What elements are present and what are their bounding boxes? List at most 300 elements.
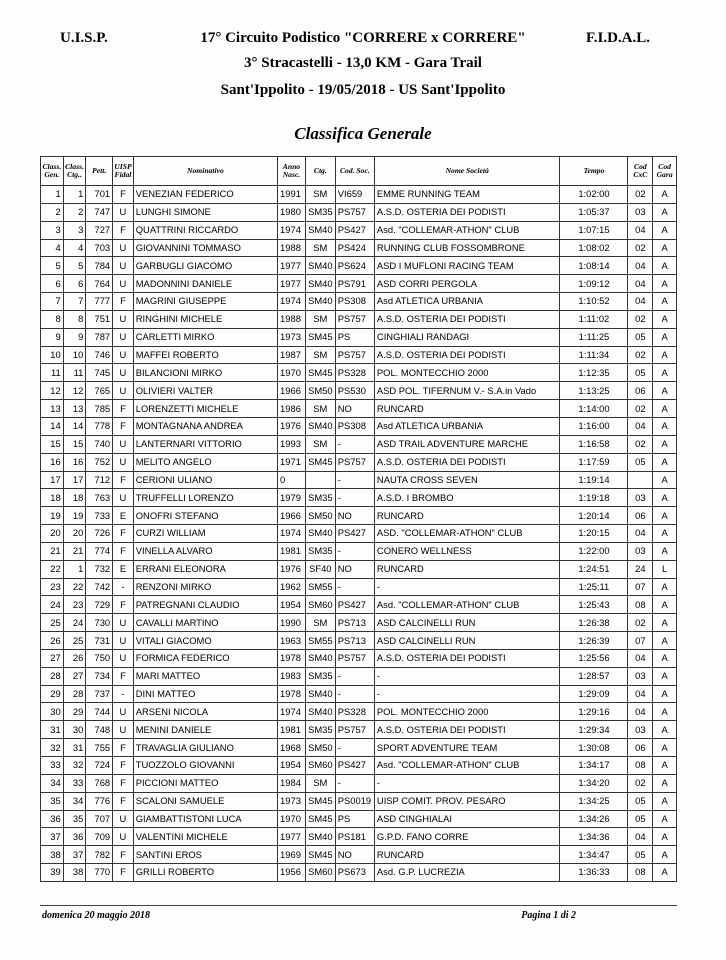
table-cell: SF40 [305, 560, 335, 578]
table-cell: 06 [628, 382, 653, 400]
table-cell: NO [335, 400, 374, 418]
table-cell: U [113, 614, 134, 632]
table-cell: - [335, 489, 374, 507]
table-cell: 25 [41, 614, 64, 632]
column-header: Ctg. [305, 157, 335, 186]
table-cell: PS757 [335, 453, 374, 471]
table-cell: 04 [628, 293, 653, 311]
table-cell: 1:34:36 [560, 828, 628, 846]
table-cell: 1973 [278, 328, 306, 346]
table-cell: 1993 [278, 435, 306, 453]
table-cell: 712 [86, 471, 113, 489]
table-cell: 1954 [278, 596, 306, 614]
table-cell: VI659 [335, 186, 374, 204]
table-cell: MONTAGNANA ANDREA [133, 417, 277, 435]
table-cell: A [653, 846, 677, 864]
table-cell: SM40 [305, 649, 335, 667]
table-cell: 1:29:16 [560, 703, 628, 721]
table-cell: 29 [63, 703, 86, 721]
table-cell: 9 [63, 328, 86, 346]
table-cell: 29 [41, 685, 64, 703]
table-cell: A [653, 186, 677, 204]
table-cell: 5 [41, 257, 64, 275]
table-cell: RUNCARD [374, 846, 560, 864]
table-cell: PATREGNANI CLAUDIO [133, 596, 277, 614]
table-cell: PS181 [335, 828, 374, 846]
table-cell: F [113, 525, 134, 543]
table-cell: 37 [63, 846, 86, 864]
table-cell: A [653, 471, 677, 489]
table-cell: SM [305, 614, 335, 632]
table-cell: 31 [41, 721, 64, 739]
table-cell: F [113, 792, 134, 810]
table-cell: U [113, 364, 134, 382]
table-cell: BILANCIONI MIRKO [133, 364, 277, 382]
table-cell: 734 [86, 667, 113, 685]
table-cell: 27 [63, 667, 86, 685]
table-cell: PS328 [335, 364, 374, 382]
table-cell: 782 [86, 846, 113, 864]
table-cell: MELITO ANGELO [133, 453, 277, 471]
table-cell: 1986 [278, 400, 306, 418]
table-cell: 1969 [278, 846, 306, 864]
table-cell: 1:28:57 [560, 667, 628, 685]
table-row [41, 203, 677, 221]
table-cell: 703 [86, 239, 113, 257]
table-cell: 15 [63, 435, 86, 453]
table-cell: 02 [628, 774, 653, 792]
table-row [41, 596, 677, 614]
table-cell: 731 [86, 632, 113, 650]
column-header: Pett. [86, 157, 113, 186]
table-cell: 11 [63, 364, 86, 382]
table-cell: F [113, 739, 134, 757]
table-cell: U [113, 203, 134, 221]
table-cell: - [374, 667, 560, 685]
table-cell: 1981 [278, 721, 306, 739]
table-cell: SM60 [305, 757, 335, 775]
table-cell: 18 [63, 489, 86, 507]
table-cell: - [374, 774, 560, 792]
table-cell: 14 [63, 417, 86, 435]
table-cell: 1:16:00 [560, 417, 628, 435]
table-cell: SM35 [305, 203, 335, 221]
table-cell: 1:36:33 [560, 864, 628, 882]
table-cell: SM50 [305, 739, 335, 757]
table-cell: 07 [628, 578, 653, 596]
table-cell: RINGHINI MICHELE [133, 310, 277, 328]
table-cell: A [653, 417, 677, 435]
table-cell: PS757 [335, 203, 374, 221]
table-cell: 1976 [278, 417, 306, 435]
table-cell: 1:29:09 [560, 685, 628, 703]
table-cell: PS427 [335, 221, 374, 239]
table-cell: EMME RUNNING TEAM [374, 186, 560, 204]
table-cell: - [335, 739, 374, 757]
table-cell: 38 [41, 846, 64, 864]
table-cell: DINI MATTEO [133, 685, 277, 703]
table-cell: 7 [63, 293, 86, 311]
table-row [41, 221, 677, 239]
table-row [41, 507, 677, 525]
table-cell: F [113, 400, 134, 418]
column-header: Cod CxC [628, 157, 653, 186]
table-cell: U [113, 828, 134, 846]
table-cell: - [374, 685, 560, 703]
table-cell: 1:29:34 [560, 721, 628, 739]
table-cell: PS530 [335, 382, 374, 400]
table-cell: POL. MONTECCHIO 2000 [374, 703, 560, 721]
table-cell: SM40 [305, 257, 335, 275]
table-cell: 36 [41, 810, 64, 828]
table-cell: 24 [628, 560, 653, 578]
table-cell: 25 [63, 632, 86, 650]
table-row [41, 257, 677, 275]
column-header: Cod. Soc. [335, 157, 374, 186]
table-cell: 1971 [278, 453, 306, 471]
table-cell: 8 [41, 310, 64, 328]
table-cell: 12 [63, 382, 86, 400]
table-cell: 1:25:11 [560, 578, 628, 596]
table-cell: SM [305, 186, 335, 204]
table-cell: PS308 [335, 293, 374, 311]
table-cell: A [653, 203, 677, 221]
table-cell: A [653, 667, 677, 685]
table-row [41, 239, 677, 257]
table-cell: A [653, 507, 677, 525]
table-cell: SM40 [305, 221, 335, 239]
table-cell: 1978 [278, 685, 306, 703]
table-cell: F [113, 667, 134, 685]
table-cell: CINGHIALI RANDAGI [374, 328, 560, 346]
table-cell: 03 [628, 542, 653, 560]
table-cell: 1:11:25 [560, 328, 628, 346]
table-cell: A [653, 703, 677, 721]
table-cell: NO [335, 560, 374, 578]
table-cell: 23 [63, 596, 86, 614]
table-cell: 1:13:25 [560, 382, 628, 400]
table-cell: 21 [41, 542, 64, 560]
table-cell: 32 [41, 739, 64, 757]
table-cell: A [653, 400, 677, 418]
table-cell: 17 [41, 471, 64, 489]
event-title: 17° Circuito Podistico "CORRERE x CORRERE" [200, 30, 526, 46]
table-cell: 730 [86, 614, 113, 632]
table-row [41, 721, 677, 739]
table-cell: Asd. "COLLEMAR-ATHON" CLUB [374, 596, 560, 614]
table-cell: A [653, 364, 677, 382]
table-row [41, 417, 677, 435]
table-cell: 1:14:00 [560, 400, 628, 418]
table-cell: 1990 [278, 614, 306, 632]
table-cell: 33 [41, 757, 64, 775]
table-cell: 1988 [278, 310, 306, 328]
table-cell: 9 [41, 328, 64, 346]
table-cell: SM45 [305, 846, 335, 864]
table-cell: 1:34:20 [560, 774, 628, 792]
table-cell: A [653, 810, 677, 828]
table-cell: ASD CORRI PERGOLA [374, 275, 560, 293]
table-cell: 1 [41, 186, 64, 204]
table-cell: SM45 [305, 364, 335, 382]
table-row [41, 435, 677, 453]
table-cell: SM [305, 774, 335, 792]
table-row [41, 757, 677, 775]
table-cell: 1:26:38 [560, 614, 628, 632]
table-cell: U [113, 346, 134, 364]
table-cell: NAUTA CROSS SEVEN [374, 471, 560, 489]
table-cell: 1966 [278, 382, 306, 400]
table-cell: PS757 [335, 649, 374, 667]
table-cell: SM [305, 435, 335, 453]
table-cell: LUNGHI SIMONE [133, 203, 277, 221]
table-cell: MARI MATTEO [133, 667, 277, 685]
table-cell: A [653, 864, 677, 882]
table-cell: 02 [628, 239, 653, 257]
table-cell: 774 [86, 542, 113, 560]
column-header: Anno Nasc. [278, 157, 306, 186]
table-cell: 02 [628, 400, 653, 418]
table-cell: 30 [41, 703, 64, 721]
table-cell: - [335, 578, 374, 596]
table-cell: 2 [41, 203, 64, 221]
table-cell: ASD CALCINELLI RUN [374, 614, 560, 632]
table-cell: 1:25:56 [560, 649, 628, 667]
footer-date: domenica 20 maggio 2018 [42, 910, 151, 921]
table-cell: 02 [628, 435, 653, 453]
table-cell: 764 [86, 275, 113, 293]
table-cell: PS624 [335, 257, 374, 275]
table-cell: ARSENI NICOLA [133, 703, 277, 721]
table-cell: ASD. "COLLEMAR-ATHON" CLUB [374, 525, 560, 543]
table-cell: 4 [63, 239, 86, 257]
table-cell: 1983 [278, 667, 306, 685]
table-cell: U [113, 275, 134, 293]
table-row [41, 471, 677, 489]
table-cell: A [653, 578, 677, 596]
table-row [41, 846, 677, 864]
table-cell: 3 [63, 221, 86, 239]
table-cell: - [335, 435, 374, 453]
table-cell: A [653, 310, 677, 328]
table-cell: U [113, 453, 134, 471]
table-cell: 1:11:34 [560, 346, 628, 364]
table-cell: A [653, 453, 677, 471]
table-cell: ASD TRAIL ADVENTURE MARCHE [374, 435, 560, 453]
table-cell: 778 [86, 417, 113, 435]
table-cell: TUOZZOLO GIOVANNI [133, 757, 277, 775]
table-cell: PS791 [335, 275, 374, 293]
table-cell: PS [335, 810, 374, 828]
table-cell: SM [305, 310, 335, 328]
table-cell: 06 [628, 507, 653, 525]
table-cell: 1963 [278, 632, 306, 650]
table-cell: 701 [86, 186, 113, 204]
race-subtitle: 3° Stracastelli - 13,0 KM - Gara Trail [244, 55, 482, 71]
table-cell: A.S.D. I BROMBO [374, 489, 560, 507]
table-cell: 04 [628, 525, 653, 543]
table-cell: 08 [628, 757, 653, 775]
table-cell: POL. MONTECCHIO 2000 [374, 364, 560, 382]
table-cell: PICCIONI MATTEO [133, 774, 277, 792]
table-cell: CONERO WELLNESS [374, 542, 560, 560]
table-cell: 1:02:00 [560, 186, 628, 204]
table-cell: PS673 [335, 864, 374, 882]
table-cell: TRUFFELLI LORENZO [133, 489, 277, 507]
table-cell: 22 [41, 560, 64, 578]
table-cell: SM35 [305, 489, 335, 507]
table-cell: UISP COMIT. PROV. PESARO [374, 792, 560, 810]
table-cell: 1980 [278, 203, 306, 221]
table-row [41, 739, 677, 757]
table-cell: 1:22:00 [560, 542, 628, 560]
table-cell: 1:12:35 [560, 364, 628, 382]
table-row [41, 578, 677, 596]
table-cell: SM40 [305, 703, 335, 721]
table-cell: ASD I MUFLONI RACING TEAM [374, 257, 560, 275]
table-cell: 26 [41, 632, 64, 650]
table-cell: A.S.D. OSTERIA DEI PODISTI [374, 721, 560, 739]
table-cell: 06 [628, 739, 653, 757]
table-cell: 1:34:17 [560, 757, 628, 775]
table-cell: F [113, 471, 134, 489]
table-cell: U [113, 257, 134, 275]
column-header: Nome Società [374, 157, 560, 186]
column-header: Nominativo [133, 157, 277, 186]
table-cell: 1:34:47 [560, 846, 628, 864]
table-cell: A [653, 257, 677, 275]
footer-divider [40, 905, 677, 906]
table-cell: 787 [86, 328, 113, 346]
table-cell: 28 [63, 685, 86, 703]
table-cell: 04 [628, 828, 653, 846]
table-cell: A [653, 757, 677, 775]
table-cell: 1977 [278, 275, 306, 293]
table-cell: 1979 [278, 489, 306, 507]
table-cell: A [653, 435, 677, 453]
table-cell: 23 [41, 578, 64, 596]
table-cell [628, 471, 653, 489]
table-cell: - [113, 685, 134, 703]
table-cell: 724 [86, 757, 113, 775]
table-cell: SANTINI EROS [133, 846, 277, 864]
table-cell: A [653, 828, 677, 846]
table-row [41, 275, 677, 293]
footer-page-number: Pagina 1 di 2 [521, 910, 576, 921]
table-cell: A [653, 596, 677, 614]
table-cell: 38 [63, 864, 86, 882]
table-cell: SM40 [305, 275, 335, 293]
table-cell: A [653, 542, 677, 560]
table-cell: A [653, 293, 677, 311]
table-cell: - [374, 578, 560, 596]
table-cell: 04 [628, 417, 653, 435]
table-row [41, 525, 677, 543]
table-cell: 1984 [278, 774, 306, 792]
table-cell: 08 [628, 596, 653, 614]
table-cell: 727 [86, 221, 113, 239]
table-cell: Asd. "COLLEMAR-ATHON" CLUB [374, 221, 560, 239]
table-cell: 1991 [278, 186, 306, 204]
table-cell: 3 [41, 221, 64, 239]
header-row [0, 30, 726, 52]
table-cell: A [653, 328, 677, 346]
table-cell: 05 [628, 810, 653, 828]
table-cell: 26 [63, 649, 86, 667]
table-cell: Asd. G.P. LUCREZIA [374, 864, 560, 882]
table-cell: Asd ATLETICA URBANIA [374, 417, 560, 435]
table-cell: 20 [63, 525, 86, 543]
table-cell: 742 [86, 578, 113, 596]
table-cell: 04 [628, 649, 653, 667]
table-cell: 785 [86, 400, 113, 418]
table-cell: VALENTINI MICHELE [133, 828, 277, 846]
table-cell: F [113, 864, 134, 882]
table-cell: 732 [86, 560, 113, 578]
table-cell: 1 [63, 560, 86, 578]
table-cell: 745 [86, 364, 113, 382]
table-cell: SM40 [305, 525, 335, 543]
table-cell: 1:26:39 [560, 632, 628, 650]
table-cell: 07 [628, 632, 653, 650]
table-cell: F [113, 186, 134, 204]
table-cell: 784 [86, 257, 113, 275]
table-cell: 34 [63, 792, 86, 810]
table-cell: 1:16:58 [560, 435, 628, 453]
table-cell: PS427 [335, 757, 374, 775]
table-cell: 10 [41, 346, 64, 364]
table-cell: 1:08:02 [560, 239, 628, 257]
table-cell: PS757 [335, 346, 374, 364]
table-cell: 737 [86, 685, 113, 703]
table-cell: 10 [63, 346, 86, 364]
table-cell: F [113, 542, 134, 560]
table-cell: A.S.D. OSTERIA DEI PODISTI [374, 453, 560, 471]
table-cell: RUNCARD [374, 560, 560, 578]
table-cell: - [113, 578, 134, 596]
table-row [41, 346, 677, 364]
table-cell: SM60 [305, 596, 335, 614]
table-cell: SM40 [305, 417, 335, 435]
table-cell: 28 [41, 667, 64, 685]
table-cell: 0 [278, 471, 306, 489]
table-row [41, 810, 677, 828]
table-row [41, 703, 677, 721]
table-cell: 02 [628, 186, 653, 204]
table-cell: 765 [86, 382, 113, 400]
table-cell: NO [335, 507, 374, 525]
table-cell: PS0019 [335, 792, 374, 810]
table-cell: 6 [41, 275, 64, 293]
table-cell: 1974 [278, 525, 306, 543]
table-cell: TRAVAGLIA GIULIANO [133, 739, 277, 757]
table-cell: 1:34:25 [560, 792, 628, 810]
table-cell: 02 [628, 310, 653, 328]
table-cell: A [653, 739, 677, 757]
table-cell: 04 [628, 703, 653, 721]
table-cell: FORMICA FEDERICO [133, 649, 277, 667]
table-cell: 24 [41, 596, 64, 614]
table-cell: 7 [41, 293, 64, 311]
table-row [41, 667, 677, 685]
table-cell: MADONNINI DANIELE [133, 275, 277, 293]
table-cell: 03 [628, 721, 653, 739]
table-row [41, 560, 677, 578]
table-cell: 03 [628, 203, 653, 221]
table-cell: SPORT ADVENTURE TEAM [374, 739, 560, 757]
table-cell: SM60 [305, 864, 335, 882]
table-cell: 20 [41, 525, 64, 543]
